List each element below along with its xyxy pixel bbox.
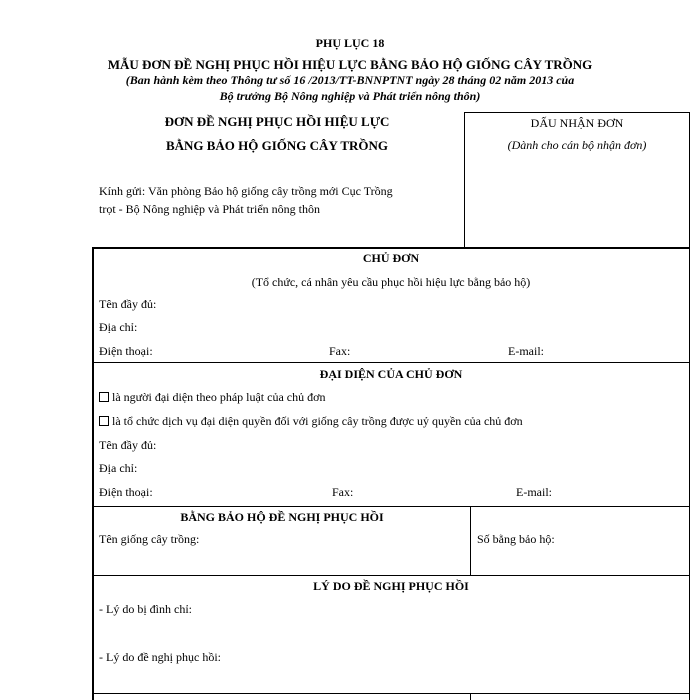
suspension-reason-label: - Lý do bị đình chỉ: <box>99 602 192 616</box>
stamp-box-subtitle: (Dành cho cán bộ nhận đơn) <box>507 138 647 152</box>
form-title: MẪU ĐƠN ĐỀ NGHỊ PHỤC HỒI HIỆU LỰC BẰNG BẢO HỘ GIỐNG CÂY TRỒNG <box>107 57 593 72</box>
certificate-heading: BẰNG BẢO HỘ ĐỀ NGHỊ PHỤC HỒI <box>180 510 384 524</box>
representative-phone-label: Điện thoại: <box>99 485 153 499</box>
checkbox-service-representative[interactable] <box>99 416 109 426</box>
representative-full-name-label: Tên đầy đủ: <box>99 438 157 452</box>
owner-email-label: E-mail: <box>508 344 544 358</box>
issued-by-line2: Bộ trưởng Bộ Nông nghiệp và Phát triển nông thôn) <box>219 89 481 103</box>
application-title-line2: BẰNG BẢO HỘ GIỐNG CÂY TRỒNG <box>165 138 389 153</box>
issued-by-line1: (Ban hành kèm theo Thông tư số 16 /2013/TT-BNNPTNT ngày 28 tháng 02 năm 2013 của <box>125 73 575 87</box>
owner-heading: CHỦ ĐƠN <box>362 251 420 265</box>
checkbox-legal-representative[interactable] <box>99 392 109 402</box>
recipient-line1: Kính gửi: Văn phòng Bảo hộ giống cây trồng mới Cục Trồng <box>99 184 393 198</box>
option-service-representative-label: là tổ chức dịch vụ đại diện quyền đối với giống cây trồng được uỷ quyền của chủ đơn <box>112 414 523 428</box>
restoration-reason-label: - Lý do đề nghị phục hồi: <box>99 650 221 664</box>
appendix-label: PHỤ LỤC 18 <box>315 36 385 50</box>
representative-email-label: E-mail: <box>516 485 552 499</box>
recipient-line2: trọt - Bộ Nông nghiệp và Phát triển nông thôn <box>99 202 320 216</box>
owner-address-label: Địa chỉ: <box>99 320 138 334</box>
option-legal-representative-label: là người đại diện theo pháp luật của chủ đơn <box>112 390 326 404</box>
owner-subheading: (Tổ chức, cá nhân yêu cầu phục hồi hiệu lực bằng bảo hộ) <box>251 275 531 289</box>
representative-fax-label: Fax: <box>332 485 354 499</box>
option-legal-representative[interactable] <box>99 390 325 405</box>
variety-name-label: Tên giống cây trồng: <box>99 532 200 546</box>
owner-full-name-label: Tên đầy đủ: <box>99 297 157 311</box>
representative-heading: ĐẠI DIỆN CỦA CHỦ ĐƠN <box>319 367 463 381</box>
owner-phone-label: Điện thoại: <box>99 344 153 358</box>
stamp-box-title: DẤU NHẬN ĐƠN <box>530 116 624 130</box>
option-service-representative[interactable] <box>99 414 523 429</box>
reasons-heading: LÝ DO ĐỀ NGHỊ PHỤC HỒI <box>313 579 469 593</box>
certificate-number-label: Số bằng bảo hộ: <box>477 532 555 546</box>
owner-fax-label: Fax: <box>329 344 351 358</box>
representative-address-label: Địa chỉ: <box>99 461 138 475</box>
application-title-line1: ĐƠN ĐỀ NGHỊ PHỤC HỒI HIỆU LỰC <box>164 114 390 129</box>
